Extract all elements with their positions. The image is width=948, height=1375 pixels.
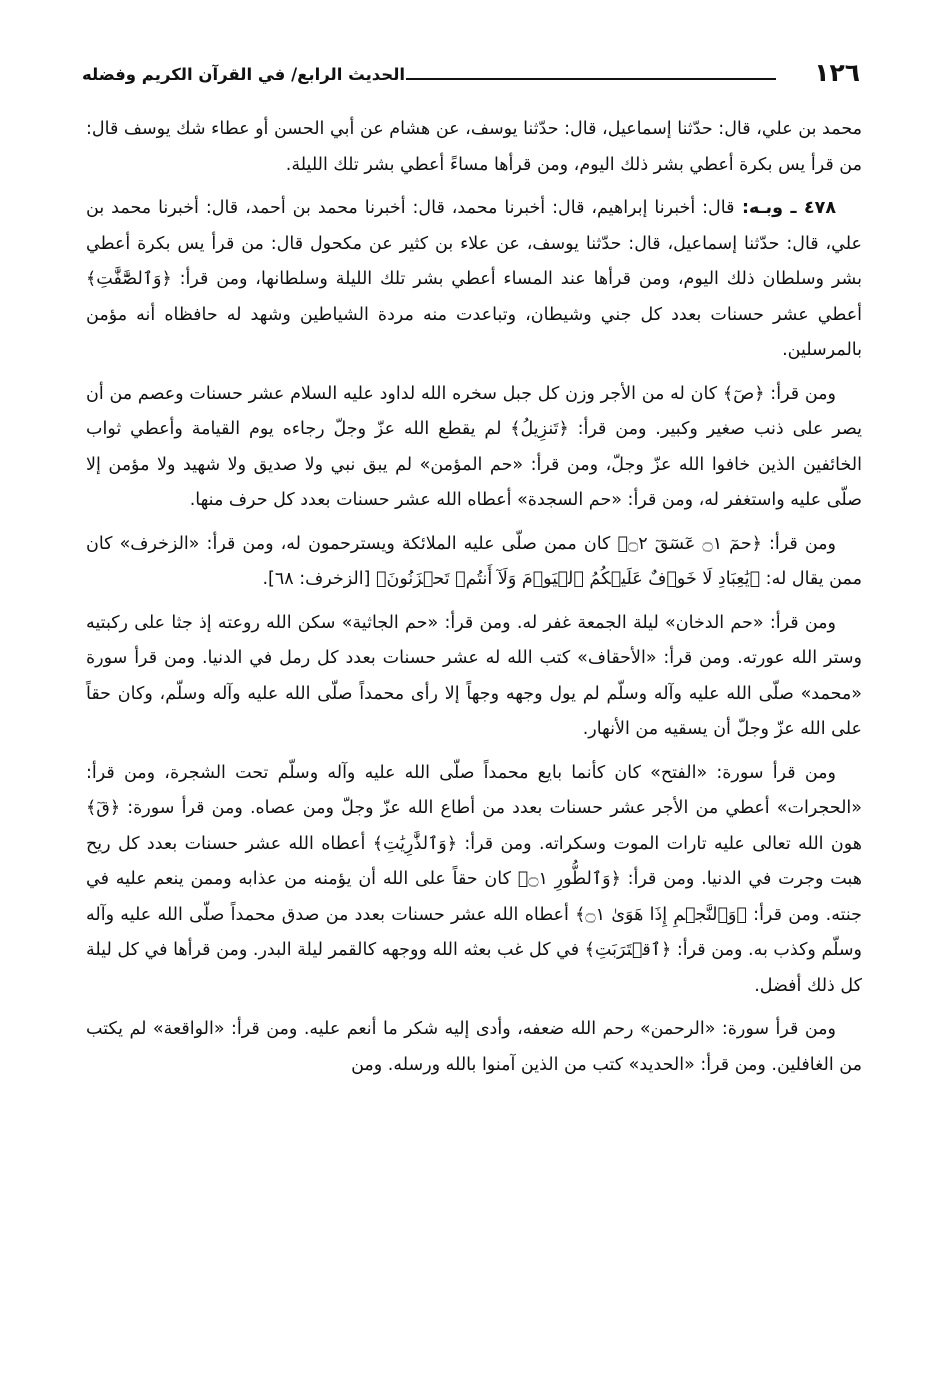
paragraph xyxy=(86,377,862,519)
page-number: ١٢٦ xyxy=(814,58,860,87)
header-rule xyxy=(406,78,776,80)
paragraph-text: ومن قرأ: ﴿صٓ﴾ كان له من الأجر وزن كل جبل سخره الله لداود عليه السلام عشر حسنات وعصم من أن يصر على ذنب صغير وكبير. ومن قرأ: ﴿تَنزِيلُ﴾ لم يقطع الله عزّ وجلّ رجاءه يوم القيامة وأعطي ثواب الخائفين الذين خافوا الله عزّ وجلّ، ومن قرأ: «حم المؤمن» لم يبق نبي ولا صديق ولا شهيد ولا مؤمن إلا صلّى عليه واستغفر له، ومن قرأ: «حم السجدة» أعطاه الله عشر حسنات بعدد كل حرف منها. xyxy=(86,383,862,510)
paragraph-text: ومن قرأ: «حم الدخان» ليلة الجمعة غفر له. ومن قرأ: «حم الجاثية» سكن الله روعته إذ جثا على ركبتيه وستر الله عورته. ومن قرأ: «الأحقاف» كتب الله له عشر حسنات بعدد كل رمل في الدنيا. ومن قرأ سورة «محمد» صلّى الله عليه وآله وسلّم لم يول وجهه وجهاً إلا رأى محمداً صلّى الله عليه وآله وسلّم، وكان حقاً على الله عزّ وجلّ أن يسقيه من الأنهار. xyxy=(86,612,862,739)
page-header xyxy=(82,58,860,98)
paragraph xyxy=(86,191,862,369)
paragraph xyxy=(86,112,862,183)
paragraph xyxy=(86,756,862,1005)
paragraph-text: قال: أخبرنا إبراهيم، قال: أخبرنا محمد، قال: أخبرنا محمد بن أحمد، قال: أخبرنا محمد بن علي، قال: حدّثنا إسماعيل، قال: حدّثنا يوسف، عن علاء بن كثير عن مكحول قال: من قرأ يس بكرة أعطي بشر وسلطان ذلك اليوم، ومن قرأها عند المساء أعطي بشر تلك الليلة وسلطانها، ومن قرأ: ﴿وَٱلصَّٰٓفَّٰتِ﴾ أعطي عشر حسنات بعدد كل جني وشيطان، وتباعدت منه مردة الشياطين وشهد له حافظاه أنه مؤمن بالمرسلين. xyxy=(86,198,862,360)
paragraph xyxy=(86,1012,862,1083)
paragraph xyxy=(86,606,862,748)
paragraph-text: ومن قرأ سورة: «الفتح» كان كأنما بايع محمداً صلّى الله عليه وآله وسلّم تحت الشجرة، ومن قرأ: «الحجرات» أعطي من الأجر عشر حسنات بعدد من أطاع الله عزّ وجلّ ومن عصاه. ومن قرأ سورة: ﴿قٓ﴾ هون الله تعالى عليه تارات الموت وسكراته. ومن قرأ: ﴿وَٱلذَّٰرِيَٰتِ﴾ أعطاه الله عشر حسنات بعدد كل ريح هبت وجرت في الدنيا. ومن قرأ: ﴿وَٱلطُّورِ ۝١﴾ كان حقاً على الله أن يؤمنه من عذابه وممن ينعم عليه في جنته. ومن قرأ: ﴿وَٱلنَّجۡمِ إِذَا هَوَىٰ ۝١﴾ أعطاه الله عشر حسنات بعدد من صدق محمداً صلّى الله عليه وآله وسلّم وكذب به. ومن قرأ: ﴿ٱقۡتَرَبَتِ﴾ في كل غب بعثه الله ووجهه كالقمر ليلة البدر. ومن قرأها في كل ليلة كل ذلك أفضل. xyxy=(86,762,862,996)
paragraph xyxy=(86,527,862,598)
paragraph-text: ومن قرأ: ﴿حمٓ ۝١ عٓسٓقٓ ۝٢﴾ كان ممن صلّى عليه الملائكة ويسترحمون له، ومن قرأ: «الزخرف» كان ممن يقال له: ﴿يَٰعِبَادِ لَا خَوۡفٌ عَلَيۡكُمُ ٱلۡيَوۡمَ وَلَآ أَنتُمۡ تَحۡزَنُونَ﴾ [الزخرف: ٦٨]. xyxy=(86,533,862,589)
page-body xyxy=(86,112,862,1083)
running-title: الحديث الرابع/ في القرآن الكريم وفضله xyxy=(82,65,406,84)
hadith-number: ٤٧٨ ـ وبـه: xyxy=(734,198,836,218)
paragraph-text: محمد بن علي، قال: حدّثنا إسماعيل، قال: حدّثنا يوسف، عن هشام عن أبي الحسن أو عطاء شك يوسف قال: من قرأ يس بكرة أعطي بشر ذلك اليوم، ومن قرأها مساءً أعطي بشر تلك الليلة. xyxy=(86,119,862,175)
paragraph-text: ومن قرأ سورة: «الرحمن» رحم الله ضعفه، وأدى إليه شكر ما أنعم عليه. ومن قرأ: «الواقعة» لم يكتب من الغافلين. ومن قرأ: «الحديد» كتب من الذين آمنوا بالله ورسله. ومن xyxy=(86,1019,862,1075)
